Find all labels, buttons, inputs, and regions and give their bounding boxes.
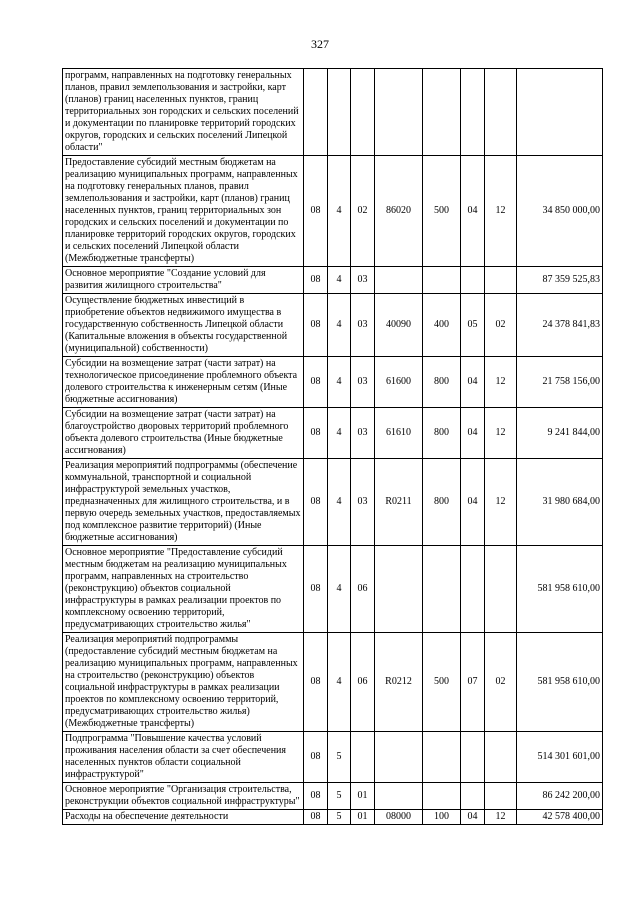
table-row xyxy=(63,267,603,294)
section-code-cell: 04 xyxy=(461,408,485,459)
table-row xyxy=(63,69,603,156)
main-activity-code-cell: 06 xyxy=(351,633,375,732)
section-code-cell: 04 xyxy=(461,459,485,546)
main-activity-code-cell xyxy=(351,732,375,783)
table-row xyxy=(63,810,603,825)
direction-code-cell: 61600 xyxy=(375,357,423,408)
main-activity-code-cell: 03 xyxy=(351,459,375,546)
amount-cell: 42 578 400,00 xyxy=(517,810,603,825)
amount-cell: 21 758 156,00 xyxy=(517,357,603,408)
section-code-cell: 07 xyxy=(461,633,485,732)
subsection-code-cell xyxy=(485,783,517,810)
amount-cell: 514 301 601,00 xyxy=(517,732,603,783)
page-number: 327 xyxy=(311,37,329,51)
row-description-cell: Реализация мероприятий подпрограммы (предоставление субсидий местным бюджетам на реализацию муниципальных программ, направленных на строительство (реконструкцию) объектов социальной инфраструктуры в рамках реализации проектов по комплексному освоению территорий, предусматривающих строительство жилья) (Межбюджетные трансферты) xyxy=(63,633,304,732)
row-description-cell: Основное мероприятие "Организация строительства, реконструкции объектов социальной инфраструктуры" xyxy=(63,783,304,810)
expense-type-code-cell: 800 xyxy=(423,459,461,546)
main-activity-code-cell: 03 xyxy=(351,357,375,408)
table-row xyxy=(63,459,603,546)
subprogram-code-cell: 4 xyxy=(328,408,351,459)
expense-type-code-cell: 500 xyxy=(423,156,461,267)
subsection-code-cell: 12 xyxy=(485,810,517,825)
table-row xyxy=(63,294,603,357)
subsection-code-cell: 02 xyxy=(485,294,517,357)
section-code-cell: 05 xyxy=(461,294,485,357)
amount-cell: 34 850 000,00 xyxy=(517,156,603,267)
program-code-cell: 08 xyxy=(304,408,328,459)
subprogram-code-cell: 4 xyxy=(328,546,351,633)
section-code-cell: 04 xyxy=(461,156,485,267)
table-row xyxy=(63,783,603,810)
direction-code-cell: R0212 xyxy=(375,633,423,732)
direction-code-cell: R0211 xyxy=(375,459,423,546)
subsection-code-cell xyxy=(485,732,517,783)
amount-cell: 581 958 610,00 xyxy=(517,633,603,732)
amount-cell: 581 958 610,00 xyxy=(517,546,603,633)
subsection-code-cell: 12 xyxy=(485,459,517,546)
main-activity-code-cell: 01 xyxy=(351,810,375,825)
program-code-cell: 08 xyxy=(304,633,328,732)
main-activity-code-cell xyxy=(351,69,375,156)
subprogram-code-cell: 4 xyxy=(328,357,351,408)
table-row xyxy=(63,357,603,408)
program-code-cell: 08 xyxy=(304,156,328,267)
subprogram-code-cell xyxy=(328,69,351,156)
program-code-cell xyxy=(304,69,328,156)
program-code-cell: 08 xyxy=(304,459,328,546)
amount-cell: 24 378 841,83 xyxy=(517,294,603,357)
direction-code-cell xyxy=(375,546,423,633)
table-row xyxy=(63,408,603,459)
row-description-cell: Основное мероприятие "Предоставление субсидий местным бюджетам на реализацию муниципальных программ, направленных на строительство (реконструкцию) объектов социальной инфраструктуры в рамках реализации проектов по комплексному освоению территорий, предусматривающих строительство жилья" xyxy=(63,546,304,633)
budget-table xyxy=(62,68,603,825)
expense-type-code-cell: 800 xyxy=(423,357,461,408)
amount-cell xyxy=(517,69,603,156)
section-code-cell xyxy=(461,546,485,633)
direction-code-cell xyxy=(375,732,423,783)
row-description-cell: Субсидии на возмещение затрат (части затрат) на благоустройство дворовых территорий проблемного объекта долевого строительства (Иные бюджетные ассигнования) xyxy=(63,408,304,459)
amount-cell: 9 241 844,00 xyxy=(517,408,603,459)
expense-type-code-cell: 100 xyxy=(423,810,461,825)
direction-code-cell: 40090 xyxy=(375,294,423,357)
expense-type-code-cell xyxy=(423,546,461,633)
program-code-cell: 08 xyxy=(304,357,328,408)
direction-code-cell xyxy=(375,783,423,810)
main-activity-code-cell: 06 xyxy=(351,546,375,633)
section-code-cell xyxy=(461,783,485,810)
section-code-cell: 04 xyxy=(461,357,485,408)
direction-code-cell xyxy=(375,69,423,156)
subsection-code-cell: 12 xyxy=(485,156,517,267)
row-description-cell: Расходы на обеспечение деятельности xyxy=(63,810,304,825)
expense-type-code-cell xyxy=(423,783,461,810)
subprogram-code-cell: 4 xyxy=(328,633,351,732)
expense-type-code-cell: 500 xyxy=(423,633,461,732)
subsection-code-cell xyxy=(485,69,517,156)
direction-code-cell: 86020 xyxy=(375,156,423,267)
subprogram-code-cell: 4 xyxy=(328,156,351,267)
table-row xyxy=(63,633,603,732)
expense-type-code-cell: 800 xyxy=(423,408,461,459)
program-code-cell: 08 xyxy=(304,783,328,810)
program-code-cell: 08 xyxy=(304,810,328,825)
amount-cell: 31 980 684,00 xyxy=(517,459,603,546)
row-description-cell: Реализация мероприятий подпрограммы (обеспечение коммунальной, транспортной и социальной инфраструктурой земельных участков, предназначенных для жилищного строительства, и в первую очередь земельных участков, предоставляемых под комплексное развитие территорий) (Иные бюджетные ассигнования) xyxy=(63,459,304,546)
subprogram-code-cell: 4 xyxy=(328,459,351,546)
expense-type-code-cell: 400 xyxy=(423,294,461,357)
expense-type-code-cell xyxy=(423,732,461,783)
table-row xyxy=(63,156,603,267)
subprogram-code-cell: 5 xyxy=(328,810,351,825)
section-code-cell xyxy=(461,69,485,156)
row-description-cell: Субсидии на возмещение затрат (части затрат) на технологическое присоединение проблемного объекта долевого строительства к инженерным сетям (Иные бюджетные ассигнования) xyxy=(63,357,304,408)
subsection-code-cell: 12 xyxy=(485,408,517,459)
subsection-code-cell xyxy=(485,267,517,294)
subsection-code-cell xyxy=(485,546,517,633)
row-description-cell: Предоставление субсидий местным бюджетам на реализацию муниципальных программ, направленных на подготовку генеральных планов, правил землепользования и застройки, карт (планов) границ населенных пунктов, границ территориальных зон городских и сельских поселений и документации по планировке территорий городских округов, городских и сельских поселений Липецкой области (Межбюджетные трансферты) xyxy=(63,156,304,267)
amount-cell: 87 359 525,83 xyxy=(517,267,603,294)
section-code-cell: 04 xyxy=(461,810,485,825)
program-code-cell: 08 xyxy=(304,546,328,633)
subprogram-code-cell: 5 xyxy=(328,783,351,810)
row-description-cell: программ, направленных на подготовку генеральных планов, правил землепользования и застройки, карт (планов) границ населенных пунктов, границ территориальных зон городских и сельских поселений и документации по планировке территорий городских округов, городских и сельских поселений Липецкой области" xyxy=(63,69,304,156)
table-row xyxy=(63,732,603,783)
direction-code-cell xyxy=(375,267,423,294)
subprogram-code-cell: 4 xyxy=(328,294,351,357)
main-activity-code-cell: 03 xyxy=(351,408,375,459)
subsection-code-cell: 12 xyxy=(485,357,517,408)
expense-type-code-cell xyxy=(423,69,461,156)
subsection-code-cell: 02 xyxy=(485,633,517,732)
program-code-cell: 08 xyxy=(304,267,328,294)
main-activity-code-cell: 03 xyxy=(351,294,375,357)
program-code-cell: 08 xyxy=(304,732,328,783)
main-activity-code-cell: 01 xyxy=(351,783,375,810)
main-activity-code-cell: 03 xyxy=(351,267,375,294)
program-code-cell: 08 xyxy=(304,294,328,357)
subprogram-code-cell: 4 xyxy=(328,267,351,294)
row-description-cell: Осуществление бюджетных инвестиций в приобретение объектов недвижимого имущества в государственную собственность Липецкой области (Капитальные вложения в объекты государственной (муниципальной) собственности) xyxy=(63,294,304,357)
direction-code-cell: 08000 xyxy=(375,810,423,825)
main-activity-code-cell: 02 xyxy=(351,156,375,267)
expense-type-code-cell xyxy=(423,267,461,294)
row-description-cell: Основное мероприятие "Создание условий для развития жилищного строительства" xyxy=(63,267,304,294)
section-code-cell xyxy=(461,267,485,294)
amount-cell: 86 242 200,00 xyxy=(517,783,603,810)
table-row xyxy=(63,546,603,633)
subprogram-code-cell: 5 xyxy=(328,732,351,783)
section-code-cell xyxy=(461,732,485,783)
row-description-cell: Подпрограмма "Повышение качества условий проживания населения области за счет обеспечения населенных пунктов области социальной инфраструктурой" xyxy=(63,732,304,783)
direction-code-cell: 61610 xyxy=(375,408,423,459)
